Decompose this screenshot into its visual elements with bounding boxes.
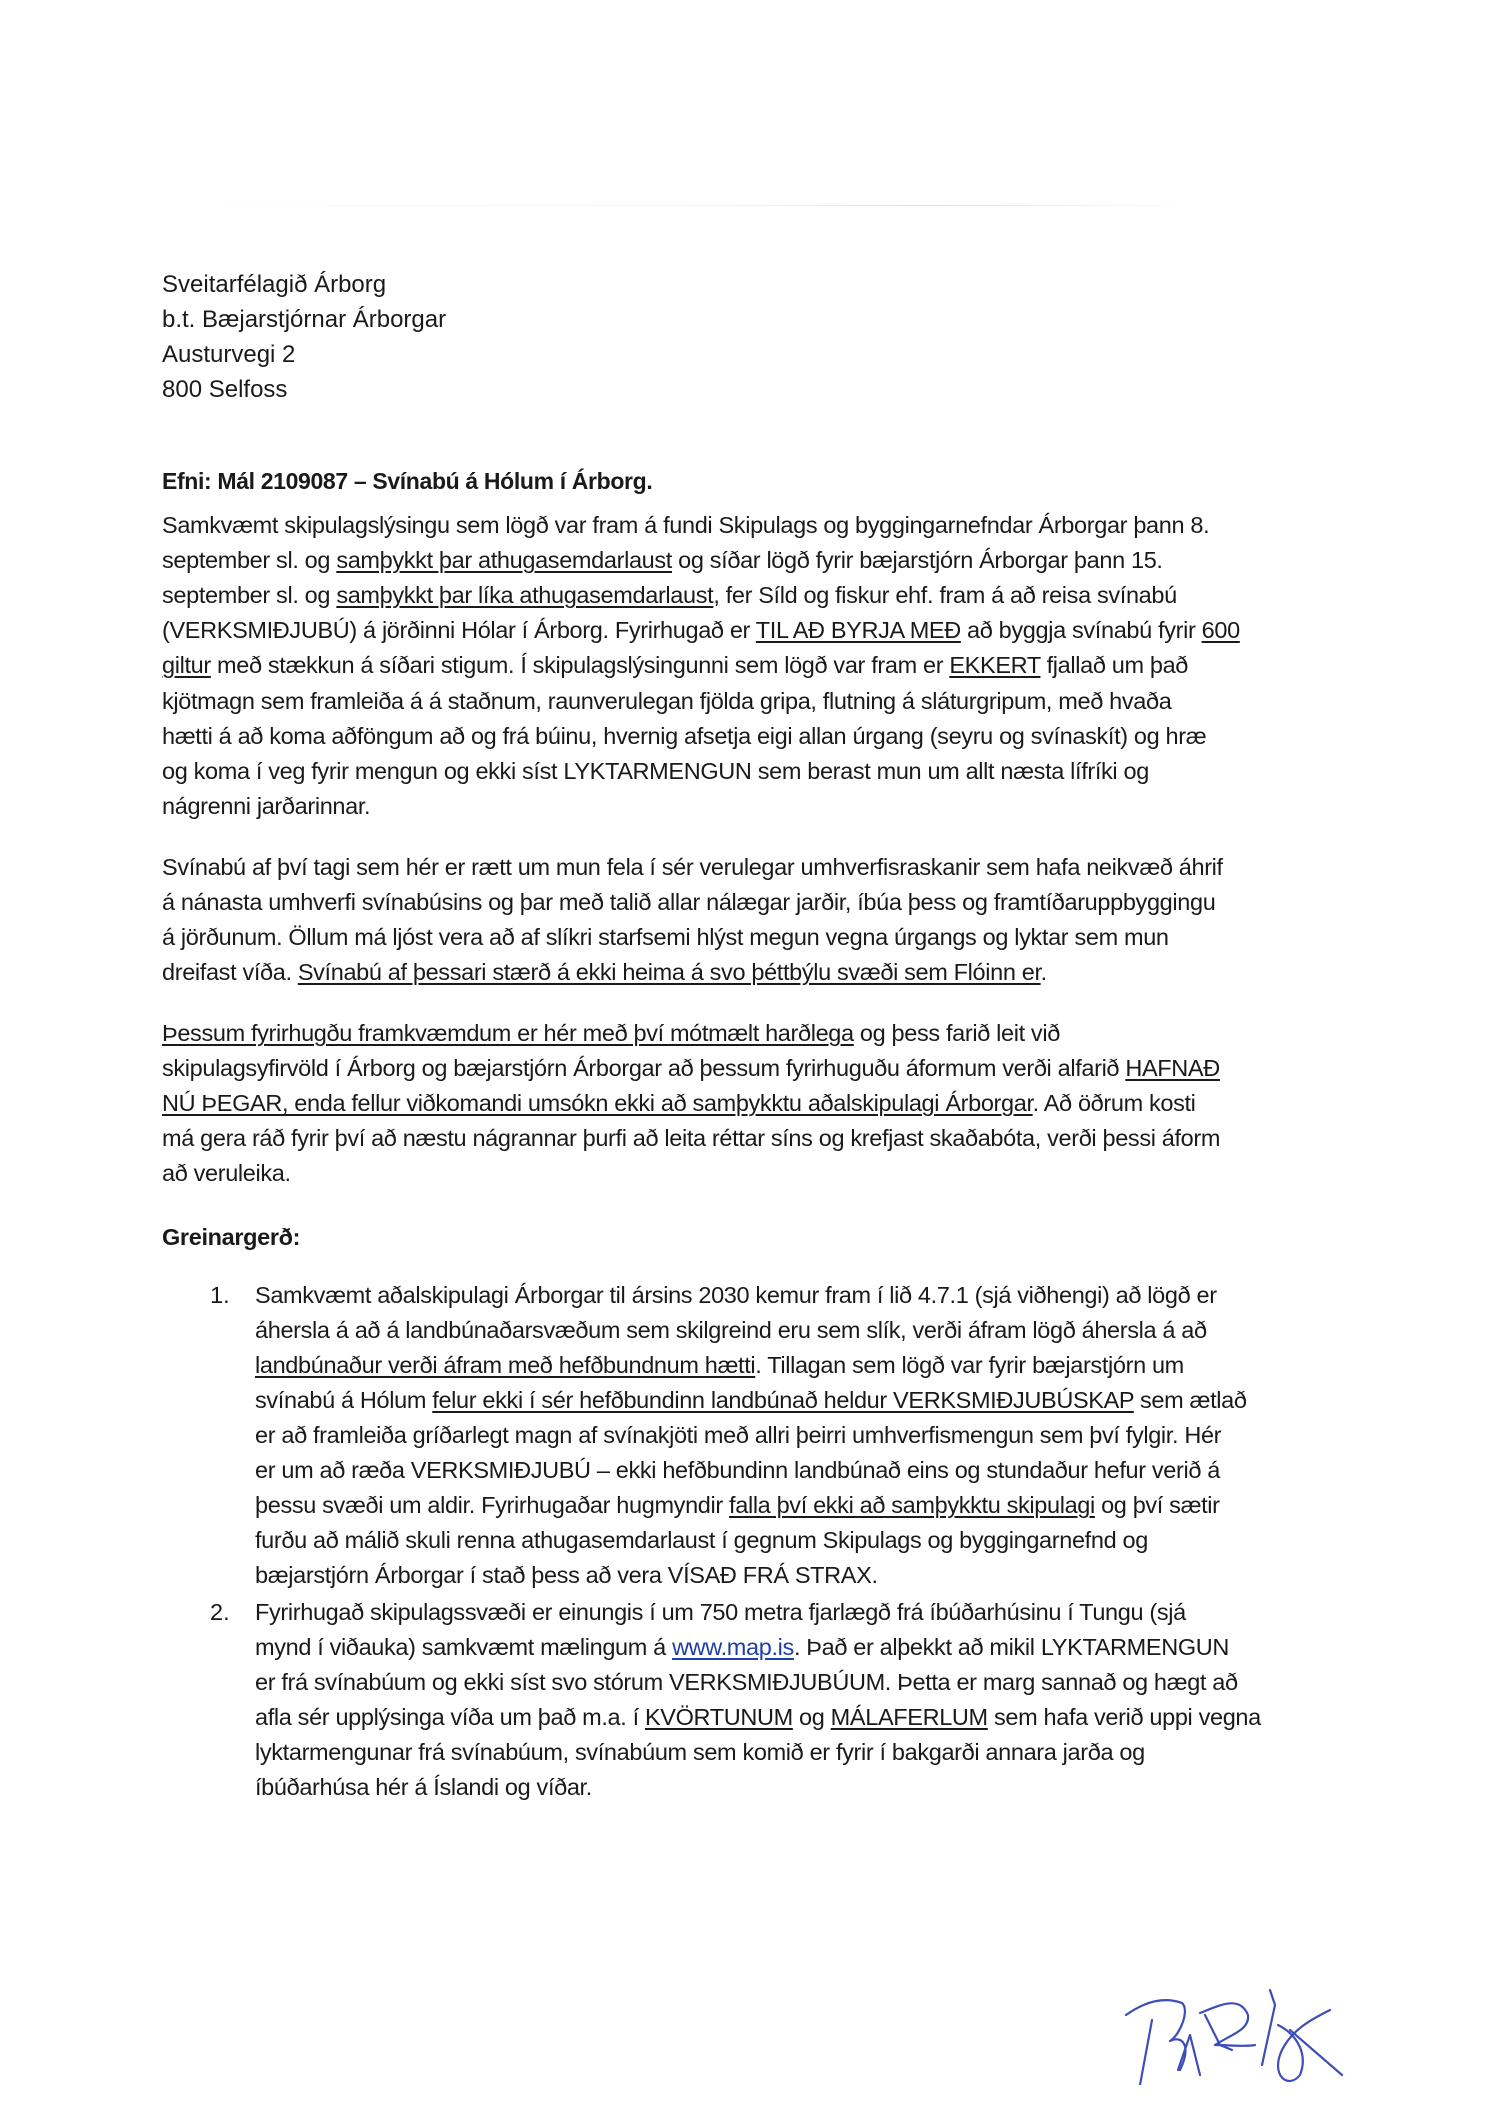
p1-line: september sl. og samþykkt þar athugasemdarlaust og síðar lögð fyrir bæjarstjórn Árborgar þann 15. (162, 547, 1163, 573)
list-item-2-line: afla sér upplýsinga víða um það m.a. í KVÖRTUNUM og MÁLAFERLUM sem hafa verið uppi vegna (255, 1704, 1261, 1730)
underlined-phrase: KVÖRTUNUM (644, 1704, 793, 1730)
p1-line: giltur með stækkun á síðari stigum. Í skipulagslýsingunni sem lögð var fram er EKKERT fjallað um það (162, 652, 1189, 678)
p2-line: Svínabú af því tagi sem hér er rætt um mun fela í sér verulegar umhverfisraskanir sem hafa neikvæð áhrif (162, 854, 1223, 880)
p1-line: september sl. og samþykkt þar líka athugasemdarlaust, fer Síld og fiskur ehf. fram á að reisa svínabú (162, 582, 1177, 608)
p3-line: skipulagsyfirvöld í Árborg og bæjarstjórn Árborgar að þessum fyrirhuguðu áformum verði alfarið HAFNAÐ (162, 1055, 1220, 1081)
recipient-line-1: Sveitarfélagið Árborg (162, 271, 387, 298)
underlined-phrase: samþykkt þar líka athugasemdarlaust (336, 582, 714, 608)
p1-line: Samkvæmt skipulagslýsingu sem lögð var fram á fundi Skipulags og byggingarnefndar Árborgar þann 8. (162, 512, 1210, 538)
underlined-phrase: Svínabú af þessari stærð á ekki heima á svo þéttbýlu svæði sem Flóinn er (297, 959, 1041, 985)
p3-line: að veruleika. (162, 1160, 291, 1186)
list-item-1-line: Samkvæmt aðalskipulagi Árborgar til ársins 2030 kemur fram í lið 4.7.1 (sjá viðhengi) að lögð er (255, 1282, 1217, 1308)
subject-heading: Efni: Mál 2109087 – Svínabú á Hólum í Árborg. (162, 468, 653, 494)
list-number: 1. (210, 1282, 230, 1308)
list-item-2-line: íbúðarhúsa hér á Íslandi og víðar. (255, 1774, 592, 1800)
handwritten-signature (1120, 1975, 1360, 2085)
p1-line: nágrenni jarðarinnar. (162, 793, 371, 819)
p1-line: kjötmagn sem framleiða á á staðnum, raunverulegan fjölda gripa, flutning á sláturgripum, með hvaða (162, 688, 1172, 714)
list-item-2-line: lyktarmengunar frá svínabúum, svínabúum sem komið er fyrir í bakgarði annara jarða og (255, 1739, 1145, 1765)
scan-artifact (100, 205, 1200, 206)
underlined-phrase: felur ekki í sér hefðbundinn landbúnað heldur VERKSMIÐJUBÚSKAP (432, 1387, 1134, 1413)
underlined-phrase: MÁLAFERLUM (830, 1704, 988, 1730)
list-item-1-line: áhersla á að á landbúnaðarsvæðum sem skilgreind eru sem slík, verði áfram lögð áhersla á að (255, 1317, 1207, 1343)
underlined-phrase: Þessum fyrirhugðu framkvæmdum er hér með því mótmælt harðlega (162, 1020, 854, 1046)
underlined-phrase: landbúnaður verði áfram með hefðbundnum hætti (255, 1352, 756, 1378)
p1-line: hætti á að koma aðföngum að og frá búinu, hvernig afsetja eigi allan úrgang (seyru og svínaskít) og hræ (162, 723, 1207, 749)
underlined-phrase: NÚ ÞEGAR, enda fellur viðkomandi umsókn ekki að samþykktu aðalskipulagi Árborgar (162, 1090, 1033, 1116)
list-item-1-line: landbúnaður verði áfram með hefðbundnum hætti. Tillagan sem lögð var fyrir bæjarstjórn um (255, 1352, 1184, 1378)
list-item-1-line: bæjarstjórn Árborgar í stað þess að vera VÍSAÐ FRÁ STRAX. (255, 1562, 878, 1588)
underlined-phrase: EKKERT (949, 652, 1041, 678)
p2-line: dreifast víða. Svínabú af þessari stærð á ekki heima á svo þéttbýlu svæði sem Flóinn er. (162, 959, 1047, 985)
p2-line: á jörðunum. Öllum má ljóst vera að af slíkri starfsemi hlýst megun vegna úrgangs og lyktar sem mun (162, 924, 1169, 950)
list-item-2-line: Fyrirhugað skipulagssvæði er einungis í um 750 metra fjarlægð frá íbúðarhúsinu í Tungu (sjá (255, 1599, 1186, 1625)
underlined-phrase: samþykkt þar athugasemdarlaust (336, 547, 672, 573)
list-item-2-line: mynd í viðauka) samkvæmt mælingum á www.map.is. Það er alþekkt að mikil LYKTARMENGUN (255, 1634, 1230, 1660)
recipient-line-2: b.t. Bæjarstjórnar Árborgar (162, 306, 447, 333)
underlined-phrase: HAFNAÐ (1125, 1055, 1220, 1081)
list-item-1-line: þessu svæði um aldir. Fyrirhugaðar hugmyndir falla því ekki að samþykktu skipulagi og því sætir (255, 1492, 1220, 1518)
p1-line: og koma í veg fyrir mengun og ekki síst LYKTARMENGUN sem berast mun um allt næsta lífríki og (162, 758, 1149, 784)
recipient-line-4: 800 Selfoss (162, 376, 288, 403)
list-number: 2. (210, 1599, 230, 1625)
map-link[interactable]: www.map.is (672, 1634, 794, 1660)
p1-line: (VERKSMIÐJUBÚ) á jörðinni Hólar í Árborg. Fyrirhugað er TIL AÐ BYRJA MEÐ að byggja svínabú fyrir 600 (162, 617, 1240, 643)
section-heading: Greinargerð: (162, 1224, 301, 1250)
underlined-phrase: giltur (162, 652, 211, 678)
underlined-phrase: TIL AÐ BYRJA MEÐ (755, 617, 961, 643)
list-item-1-line: er að framleiða gríðarlegt magn af svínakjöti með allri þeirri umhverfismengun sem því fylgir. Hér (255, 1422, 1222, 1448)
p3-line: NÚ ÞEGAR, enda fellur viðkomandi umsókn ekki að samþykktu aðalskipulagi Árborgar. Að öðrum kosti (162, 1090, 1196, 1116)
list-item-1-line: furðu að málið skuli renna athugasemdarlaust í gegnum Skipulags og byggingarnefnd og (255, 1527, 1148, 1553)
p3-line: má gera ráð fyrir því að næstu nágrannar þurfi að leita réttar síns og krefjast skaðabóta, verði þessi áform (162, 1125, 1221, 1151)
list-item-2-line: er frá svínabúum og ekki síst svo stórum VERKSMIÐJUBÚUM. Þetta er marg sannað og hægt að (255, 1669, 1238, 1695)
p3-line: Þessum fyrirhugðu framkvæmdum er hér með því mótmælt harðlega og þess farið leit við (162, 1020, 1060, 1046)
underlined-phrase: 600 (1201, 617, 1240, 643)
underlined-phrase: falla því ekki að samþykktu skipulagi (729, 1492, 1095, 1518)
list-item-1-line: er um að ræða VERKSMIÐJUBÚ – ekki hefðbundinn landbúnað eins og stundaður hefur verið á (255, 1457, 1220, 1483)
p2-line: á nánasta umhverfi svínabúsins og þar með talið allar nálægar jarðir, íbúa þess og framtíðaruppbyggingu (162, 889, 1216, 915)
list-item-1-line: svínabú á Hólum felur ekki í sér hefðbundinn landbúnað heldur VERKSMIÐJUBÚSKAP sem ætlað (255, 1387, 1247, 1413)
recipient-line-3: Austurvegi 2 (162, 341, 296, 368)
